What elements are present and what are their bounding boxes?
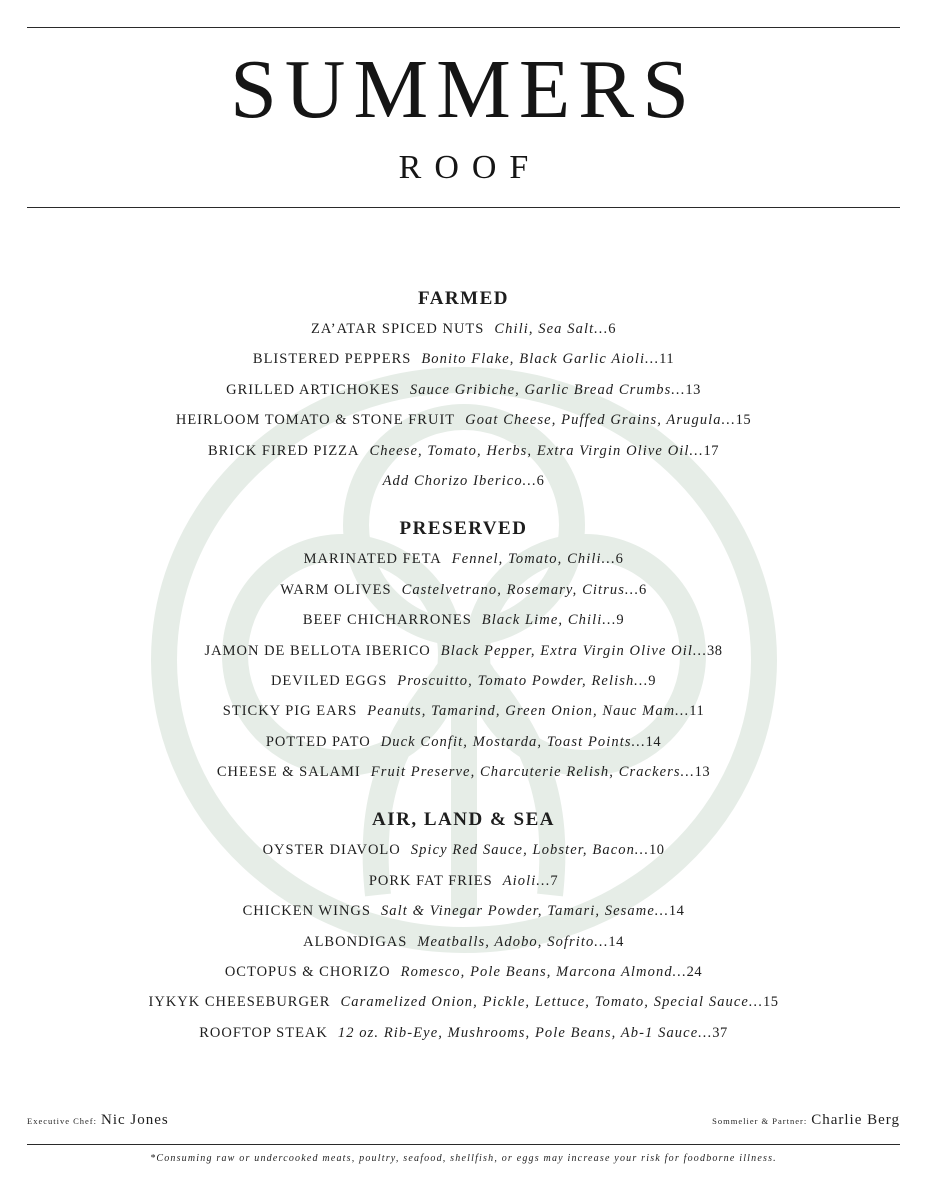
menu-item: [0, 636, 927, 666]
item-price: 13: [685, 381, 701, 398]
item-description: Caramelized Onion, Pickle, Lettuce, Tomato, Special Sauce…: [340, 994, 763, 1011]
item-price: 15: [762, 994, 779, 1011]
item-name: BEEF CHICHARRONES: [302, 612, 472, 629]
menu: [0, 284, 927, 1048]
item-name: BLISTERED PEPPERS: [252, 351, 412, 368]
item-description: Add Chorizo Iberico…: [382, 472, 537, 489]
menu-item: [0, 344, 927, 374]
footer-rule: [27, 1144, 900, 1145]
item-price: 13: [694, 764, 711, 781]
item-price: 38: [706, 642, 723, 659]
item-name: PORK FAT FRIES: [368, 872, 493, 889]
sommelier-label: Sommelier & Partner:: [712, 1116, 808, 1126]
item-price: 6: [638, 581, 647, 598]
item-price: 37: [712, 1024, 728, 1041]
item-price: 14: [645, 733, 662, 750]
item-description: Chili, Sea Salt…: [494, 321, 609, 337]
item-price: 6: [615, 551, 624, 568]
item-description: Cheese, Tomato, Herbs, Extra Virgin Olive Oil…: [369, 442, 704, 459]
chef-name: Nic Jones: [101, 1112, 169, 1128]
item-name: BRICK FIRED PIZZA: [207, 442, 360, 459]
item-name: CHICKEN WINGS: [242, 903, 371, 920]
item-price: 11: [659, 351, 675, 368]
item-description: Peanuts, Tamarind, Green Onion, Nauc Mam…: [367, 703, 690, 720]
section-title: PRESERVED: [399, 518, 528, 540]
menu-item: [0, 757, 927, 787]
item-price: 17: [703, 442, 720, 459]
item-name: OCTOPUS & CHORIZO: [224, 964, 391, 981]
item-description: Spicy Red Sauce, Lobster, Bacon…: [410, 842, 649, 859]
sommelier-credit: [712, 1112, 900, 1129]
item-price: 6: [536, 472, 545, 489]
brand-name: SUMMERS: [230, 43, 697, 136]
item-description: Goat Cheese, Puffed Grains, Arugula…: [465, 412, 736, 429]
item-description: Castelvetrano, Rosemary, Citrus…: [401, 581, 639, 598]
menu-item: [0, 375, 927, 405]
item-price: 11: [689, 703, 705, 720]
menu-item: [0, 605, 927, 635]
item-description: Aioli…: [502, 872, 551, 889]
section-title: AIR, LAND & SEA: [372, 809, 555, 831]
item-price: 24: [686, 964, 703, 981]
chef-label: Executive Chef:: [27, 1116, 97, 1126]
item-description: 12 oz. Rib-Eye, Mushrooms, Pole Beans, Ab-1 Sauce…: [337, 1024, 713, 1041]
item-name: ROOFTOP STEAK: [199, 1024, 328, 1041]
menu-item: [0, 436, 927, 466]
menu-item: [0, 727, 927, 757]
menu-item: [0, 314, 927, 344]
item-price: 6: [608, 321, 616, 337]
item-price: 14: [668, 903, 685, 920]
menu-item: [0, 957, 927, 987]
item-description: Fennel, Tomato, Chili…: [451, 551, 616, 568]
top-rule: [27, 27, 900, 28]
item-name: ALBONDIGAS: [303, 933, 408, 950]
item-price: 14: [608, 933, 624, 950]
menu-item: [0, 927, 927, 957]
item-description: Meatballs, Adobo, Sofrito…: [417, 933, 609, 950]
item-price: 15: [735, 412, 752, 429]
menu-item: [0, 987, 927, 1017]
item-price: 7: [550, 872, 559, 889]
item-name: STICKY PIG EARS: [222, 703, 358, 720]
item-price: 10: [648, 842, 665, 859]
item-price: 9: [648, 672, 657, 689]
item-name: WARM OLIVES: [280, 581, 392, 598]
item-name: IYKYK CHEESEBURGER: [148, 994, 331, 1011]
executive-chef-credit: [27, 1112, 169, 1129]
item-description: Romesco, Pole Beans, Marcona Almond…: [400, 964, 687, 981]
item-description: Black Pepper, Extra Virgin Olive Oil…: [440, 642, 707, 659]
item-name: POTTED PATO: [265, 733, 371, 750]
section-gap: [0, 496, 927, 514]
brand-subtitle: ROOF: [398, 149, 542, 186]
item-name: DEVILED EGGS: [270, 672, 388, 689]
item-name: HEIRLOOM TOMATO & STONE FRUIT: [175, 412, 456, 429]
item-description: Fruit Preserve, Charcuterie Relish, Crackers…: [370, 764, 695, 781]
item-description: Salt & Vinegar Powder, Tamari, Sesame…: [380, 903, 669, 920]
menu-item: [0, 696, 927, 726]
item-name: MARINATED FETA: [303, 551, 442, 568]
sommelier-name: Charlie Berg: [811, 1112, 900, 1128]
menu-item: [0, 544, 927, 574]
item-price: 9: [616, 612, 625, 629]
header-rule: [27, 207, 900, 208]
section-title: FARMED: [418, 288, 509, 309]
menu-item: [0, 666, 927, 696]
item-name: OYSTER DIAVOLO: [262, 842, 401, 859]
health-disclaimer: *Consuming raw or undercooked meats, poultry, seafood, shellfish, or eggs may increase your risk for foodborne illness.: [150, 1153, 777, 1164]
item-name: CHEESE & SALAMI: [216, 764, 361, 781]
item-description: Duck Confit, Mostarda, Toast Points…: [380, 733, 646, 750]
menu-item: [0, 866, 927, 896]
item-name: JAMON DE BELLOTA IBERICO: [204, 642, 431, 659]
menu-item: [0, 405, 927, 435]
menu-item: [0, 896, 927, 926]
menu-item: [0, 575, 927, 605]
item-description: Black Lime, Chili…: [481, 612, 617, 629]
item-name: GRILLED ARTICHOKES: [226, 381, 400, 398]
item-description: Proscuitto, Tomato Powder, Relish…: [397, 672, 649, 689]
menu-item: [0, 1018, 927, 1048]
menu-item: [0, 466, 927, 496]
section-gap: [0, 787, 927, 805]
item-description: Sauce Gribiche, Garlic Bread Crumbs…: [409, 381, 686, 398]
menu-item: [0, 835, 927, 865]
item-name: ZA’ATAR SPICED NUTS: [311, 321, 485, 337]
item-description: Bonito Flake, Black Garlic Aioli…: [421, 351, 660, 368]
